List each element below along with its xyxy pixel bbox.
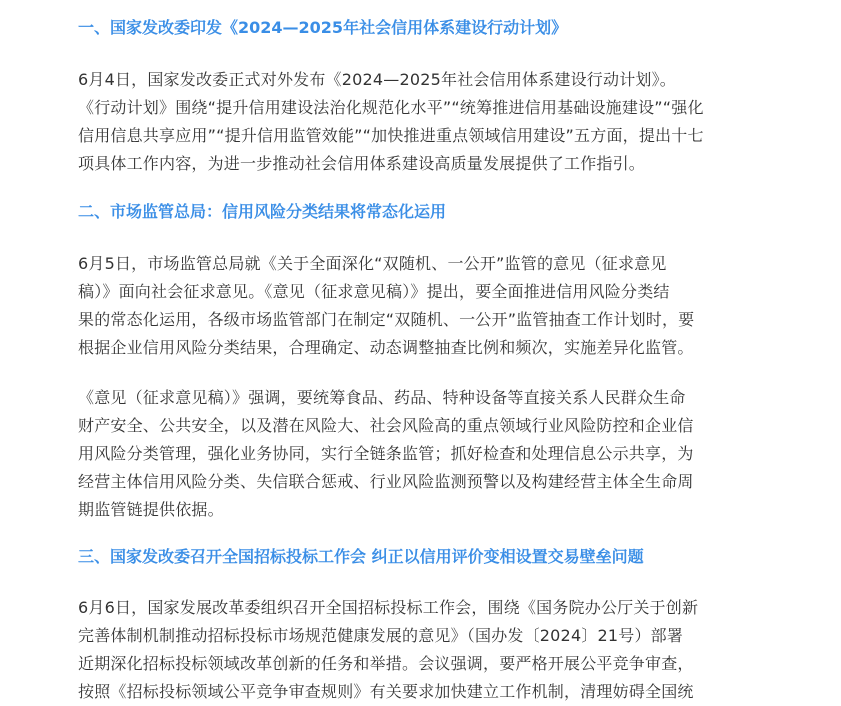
paragraph-line: 信用信息共享应用”“提升信用监管效能”“加快推进重点领域信用建设”五方面，提出十七 <box>78 126 704 145</box>
paragraph-2 <box>78 250 694 362</box>
section-heading-3: 三、国家发改委召开全国招标投标工作会 纠正以信用评价变相设置交易壁垒问题 <box>78 547 644 566</box>
paragraph-line: 项具体工作内容，为进一步推动社会信用体系建设高质量发展提供了工作指引。 <box>78 154 646 173</box>
paragraph-line: 期监管链提供依据。 <box>78 500 224 519</box>
paragraph-line: 完善体制机制推动招标投标市场规范健康发展的意见》（国办发〔2024〕21号）部署 <box>78 626 684 645</box>
paragraph-1 <box>78 66 704 178</box>
paragraph-line: 按照《招标投标领域公平竞争审查规则》有关要求加快建立工作机制，清理妨碍全国统 <box>78 682 694 701</box>
paragraph-line: 6月5日，市场监管总局就《关于全面深化“双随机、一公开”监管的意见（征求意见 <box>78 254 667 273</box>
paragraph-line: 《行动计划》围绕“提升信用建设法治化规范化水平”“统筹推进信用基础设施建设”“强化 <box>78 98 704 117</box>
paragraph-4 <box>78 594 698 706</box>
paragraph-line: 财产安全、公共安全，以及潜在风险大、社会风险高的重点领域行业风险防控和企业信 <box>78 416 694 435</box>
paragraph-line: 稿）》面向社会征求意见。《意见（征求意见稿）》提出，要全面推进信用风险分类结 <box>78 282 670 301</box>
paragraph-line: 近期深化招标投标领域改革创新的任务和举措。会议强调，要严格开展公平竞争审查， <box>78 654 694 673</box>
paragraph-line: 6月6日，国家发展改革委组织召开全国招标投标工作会，围绕《国务院办公厅关于创新 <box>78 598 699 617</box>
section-heading-1: 一、国家发改委印发《2024—2025年社会信用体系建设行动计划》 <box>78 18 568 37</box>
paragraph-line: 用风险分类管理，强化业务协同，实行全链条监管；抓好检查和处理信息公示共享，为 <box>78 444 694 463</box>
paragraph-line: 《意见（征求意见稿）》强调，要统筹食品、药品、特种设备等直接关系人民群众生命 <box>78 388 686 407</box>
paragraph-line: 经营主体信用风险分类、失信联合惩戒、行业风险监测预警以及构建经营主体全生命周 <box>78 472 694 491</box>
paragraph-line: 根据企业信用风险分类结果，合理确定、动态调整抽查比例和频次，实施差异化监管。 <box>78 338 694 357</box>
section-heading-2: 二、市场监管总局：信用风险分类结果将常态化运用 <box>78 202 447 221</box>
paragraph-line: 果的常态化运用，各级市场监管部门在制定“双随机、一公开”监管抽查工作计划时，要 <box>78 310 695 329</box>
paragraph-line: 6月4日，国家发改委正式对外发布《2024—2025年社会信用体系建设行动计划》。 <box>78 70 676 89</box>
paragraph-3 <box>78 384 694 524</box>
